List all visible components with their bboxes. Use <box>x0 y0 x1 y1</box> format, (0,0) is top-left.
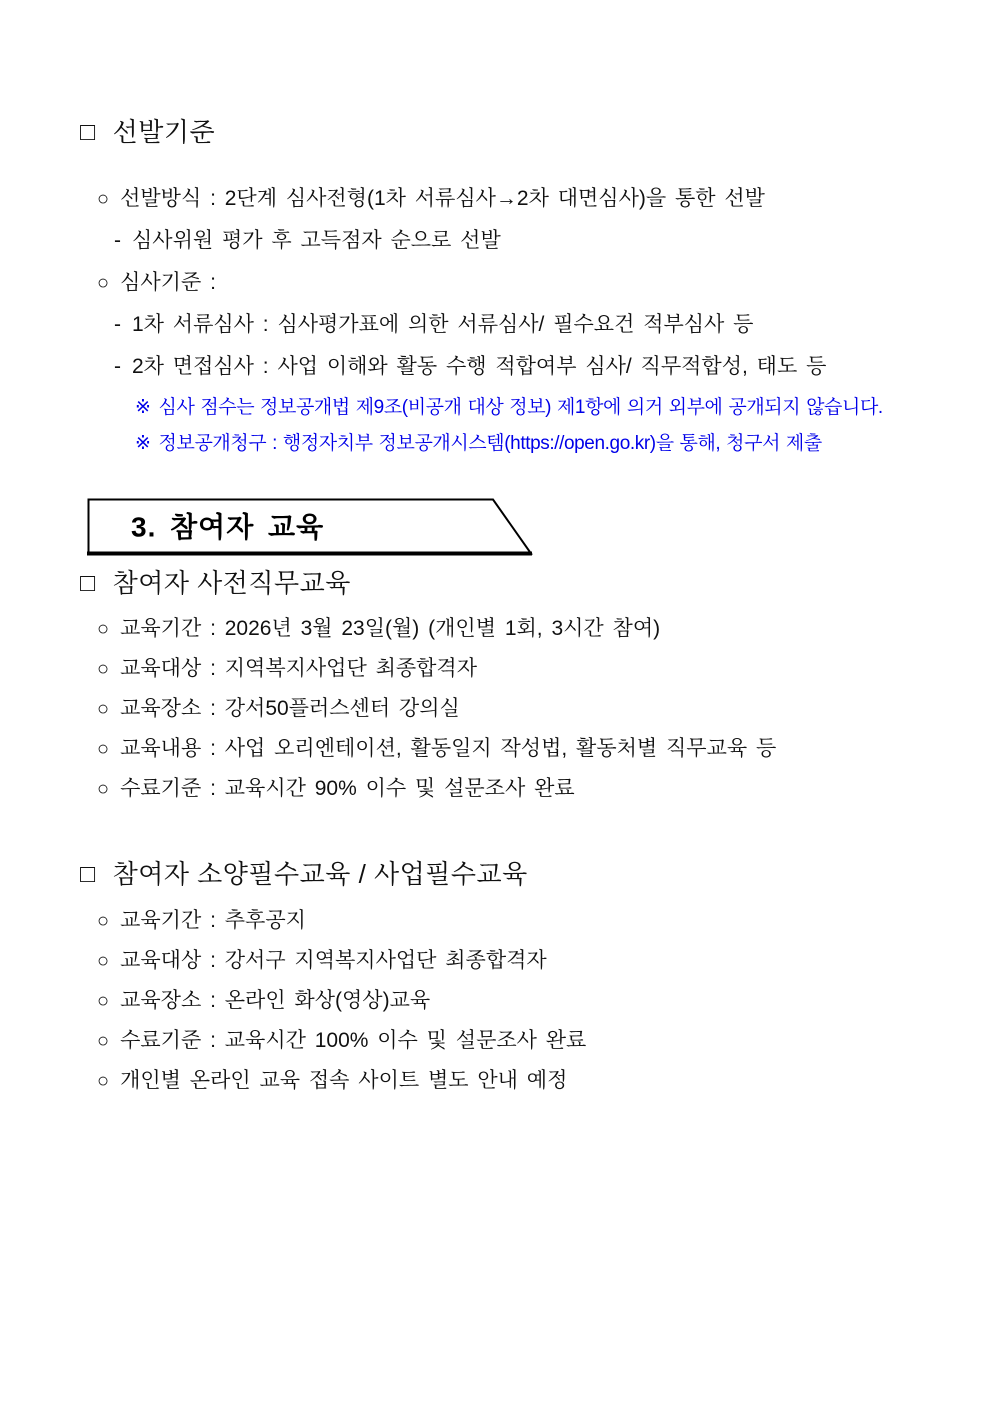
training-content-item <box>0 734 992 764</box>
dash-bullet-icon: - <box>114 355 121 378</box>
reference-mark-icon: ※ <box>135 397 151 418</box>
mandatory-target-item <box>0 946 992 976</box>
mandatory-venue-text: 교육장소 : 온라인 화상(영상)교육 <box>120 989 431 1012</box>
circle-bullet-icon: ○ <box>97 1030 110 1052</box>
circle-bullet-icon: ○ <box>97 990 110 1012</box>
mandatory-venue-item <box>0 986 992 1016</box>
mandatory-target-text: 교육대상 : 강서구 지역복지사업단 최종합격자 <box>120 949 547 972</box>
selection-criteria-heading <box>0 115 992 150</box>
training-period-item <box>0 614 992 644</box>
training-venue-item <box>0 694 992 724</box>
section-3-banner <box>87 498 533 556</box>
second-round-interview-text: 2차 면접심사 : 사업 이해와 활동 수행 적합여부 심사/ 직무적합성, 태도 등 <box>132 355 827 378</box>
circle-bullet-icon: ○ <box>97 950 110 972</box>
mandatory-training-section <box>0 857 992 1096</box>
training-content-text: 교육내용 : 사업 오리엔테이션, 활동일지 작성법, 활동처별 직무교육 등 <box>120 737 777 760</box>
section-3-title: 3. 참여자 교육 <box>131 511 325 543</box>
circle-bullet-icon: ○ <box>97 658 110 680</box>
individual-access-notice-item <box>0 1066 992 1096</box>
mandatory-completion-text: 수료기준 : 교육시간 100% 이수 및 설문조사 완료 <box>120 1029 587 1052</box>
training-period-text: 교육기간 : 2026년 3월 23일(월) (개인별 1회, 3시간 참여) <box>120 617 661 640</box>
square-bullet-icon: □ <box>80 860 96 888</box>
circle-bullet-icon: ○ <box>97 698 110 720</box>
reference-mark-icon: ※ <box>135 433 151 454</box>
score-nondisclosure-text: 심사 점수는 정보공개법 제9조(비공개 대상 정보) 제1항에 의거 외부에 공개되지 않습니다. <box>158 397 883 418</box>
pre-job-training-heading <box>0 566 992 601</box>
completion-criteria-item <box>0 774 992 804</box>
circle-bullet-icon: ○ <box>97 738 110 760</box>
information-disclosure-text: 정보공개청구 : 행정자치부 정보공개시스템(https://open.go.kr)을 통해, 청구서 제출 <box>158 433 822 454</box>
square-bullet-icon: □ <box>80 118 96 146</box>
circle-bullet-icon: ○ <box>97 188 110 210</box>
circle-bullet-icon: ○ <box>97 778 110 800</box>
training-target-item <box>0 654 992 684</box>
circle-bullet-icon: ○ <box>97 1070 110 1092</box>
selection-method-text: 선발방식 : 2단계 심사전형(1차 서류심사→2차 대면심사)을 통한 선발 <box>120 187 765 210</box>
circle-bullet-icon: ○ <box>97 910 110 932</box>
dash-bullet-icon: - <box>114 313 121 336</box>
first-round-document-text: 1차 서류심사 : 심사평가표에 의한 서류심사/ 필수요건 적부심사 등 <box>132 313 754 336</box>
committee-evaluation-text: 심사위원 평가 후 고득점자 순으로 선발 <box>132 229 501 252</box>
mandatory-period-text: 교육기간 : 추후공지 <box>120 909 306 932</box>
circle-bullet-icon: ○ <box>97 618 110 640</box>
mandatory-completion-item <box>0 1026 992 1056</box>
selection-method-item <box>0 184 992 214</box>
mandatory-period-item <box>0 906 992 936</box>
screening-criteria-text: 심사기준 : <box>120 271 216 294</box>
mandatory-training-heading <box>0 857 992 892</box>
selection-criteria-section <box>0 115 992 458</box>
training-venue-text: 교육장소 : 강서50플러스센터 강의실 <box>120 697 460 720</box>
first-round-document-item <box>0 310 992 340</box>
circle-bullet-icon: ○ <box>97 272 110 294</box>
information-disclosure-note <box>0 430 992 458</box>
pre-job-training-section <box>0 566 992 804</box>
square-bullet-icon: □ <box>80 569 96 597</box>
dash-bullet-icon: - <box>114 229 121 252</box>
screening-criteria-item <box>0 268 992 298</box>
individual-access-notice-text: 개인별 온라인 교육 접속 사이트 별도 안내 예정 <box>120 1069 568 1092</box>
completion-criteria-text: 수료기준 : 교육시간 90% 이수 및 설문조사 완료 <box>120 777 575 800</box>
committee-evaluation-item <box>0 226 992 256</box>
score-nondisclosure-note <box>0 394 992 422</box>
training-target-text: 교육대상 : 지역복지사업단 최종합격자 <box>120 657 478 680</box>
selection-criteria-heading-label: 선발기준 <box>112 117 216 147</box>
mandatory-training-heading-label: 참여자 소양필수교육 / 사업필수교육 <box>112 859 528 889</box>
pre-job-training-heading-label: 참여자 사전직무교육 <box>112 568 351 598</box>
second-round-interview-item <box>0 352 992 382</box>
